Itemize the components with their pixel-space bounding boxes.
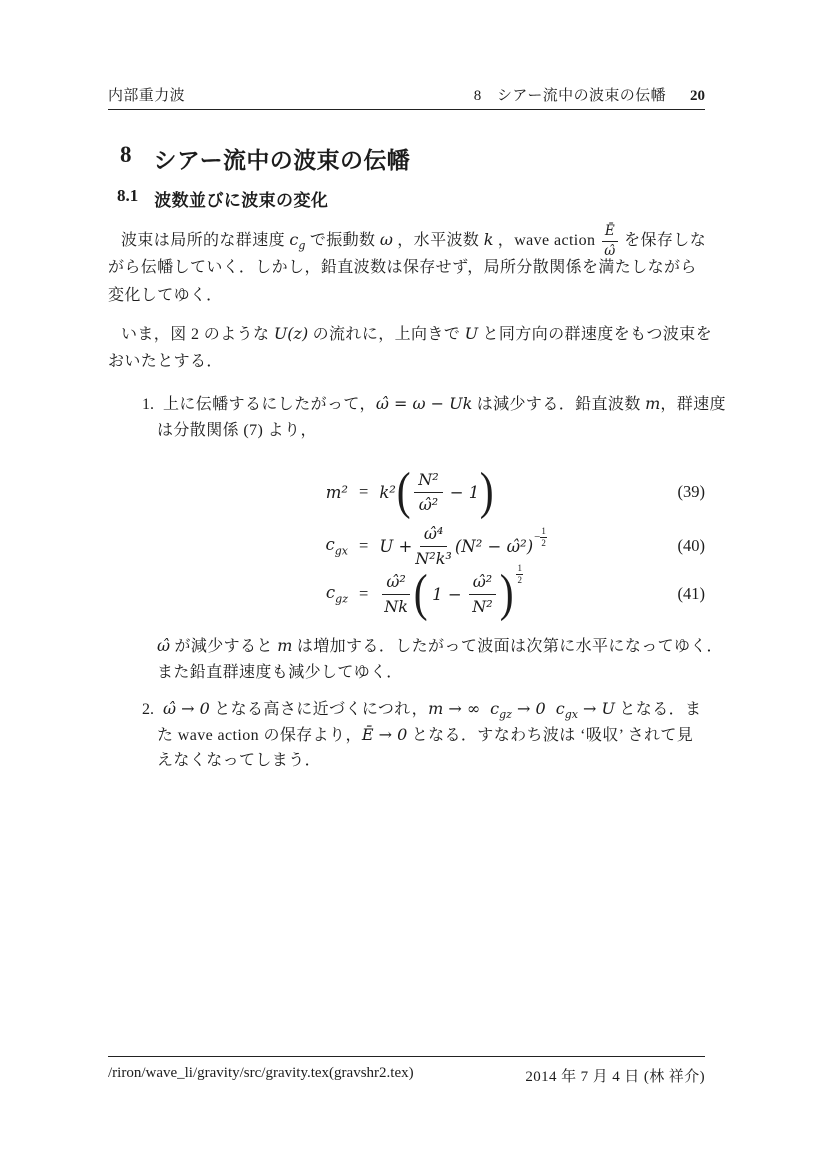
equation-40-number: (40) [677,536,705,555]
list-item-2 [108,696,701,774]
text-run: を保存しな [619,232,707,249]
eq40-group: (N² − ω̂²) [454,536,534,556]
eq40-u-plus: U + [379,536,413,556]
text-run: ，水平波数 [392,232,484,249]
header-doc-title: 内部重力波 [108,88,186,104]
eq39-tail: − 1 [449,482,480,502]
math-m: m [277,636,293,655]
paragraph-1 [108,222,707,310]
eq41-prefraction [382,572,409,617]
eq39-coefficient: k² [379,482,396,502]
list-item-1-line-2: は分散関係 (7) より， [157,422,317,439]
right-paren: ) [499,564,514,622]
text-run: は減少する．鉛直波数 [472,396,646,413]
right-paren: ) [479,462,494,520]
math-cg: c [289,230,299,249]
exp-den: 2 [517,574,522,585]
math-cgx: c [555,699,565,718]
math-uz: U(z) [273,324,309,343]
page-footer [108,1056,705,1086]
text-run: ，wave action [493,232,600,249]
footer-file-path: /riron/wave_li/gravity/src/gravity.tex(gravshr2.tex) [108,1065,414,1081]
eq40-lhs-sub: gx [334,544,348,558]
math-cgz: c [490,699,500,718]
section-heading [120,142,410,175]
fraction-denominator: N²k³ [415,548,452,568]
note-after-equations [157,632,723,686]
math-m: m [645,394,661,413]
list-item-2-line-3: えなくなってしまう． [157,752,322,769]
equation-41-number: (41) [677,584,705,603]
fraction-numerator: ω̂² [382,572,409,595]
eq40-lhs-base: c [325,534,335,554]
exp-num: 1 [517,563,522,574]
math-m-to-inf: m → ∞ [428,699,481,718]
fraction-denominator: ω̂² [418,494,439,514]
math-omega: ω [379,230,393,249]
paragraph-2-line-1 [108,320,712,348]
subsection-number: 8.1 [117,186,139,205]
text-run: となる．ま [615,701,702,718]
eq41-lhs [306,583,348,605]
subsection-heading [117,186,328,211]
exponent-half-fraction [540,526,547,548]
left-paren: ( [396,462,411,520]
math-omega-hat-relation: ω̂ = ω − Uk [375,394,473,413]
footer-date-author: 2014 年 7 月 4 日 (林 祥介) [525,1069,705,1085]
eq39-fraction [414,470,442,515]
eq41-exponent [516,563,523,585]
eq40-equals: = [359,536,369,555]
equation-41 [306,562,705,626]
exp-num: 1 [541,526,546,537]
math-to-zero: → 0 [511,699,546,718]
eq39-lhs: m² [325,482,348,502]
list-item-1-line-1 [108,390,726,417]
paragraph-1-line-3: 変化してゆく． [108,287,223,304]
text-run: 波束は局所的な群速度 [121,232,290,249]
math-omega-hat: ω̂ [157,636,171,655]
eq41-equals: = [359,584,369,603]
eq41-inner-fraction [469,572,496,617]
text-run: となる高さに近づくにつれ， [209,701,429,718]
fraction-numerator: Ē [602,223,618,242]
fraction-denominator: N² [472,596,493,616]
page-number: 20 [690,88,705,104]
text-run: た wave action の保存より， [157,727,362,744]
list-item-1 [108,390,726,444]
note-line-1 [157,632,723,659]
text-run: となる．すなわち波は ‘吸収’ されて見 [407,727,694,744]
list-item-2-line-2 [108,722,701,748]
header-section-ref: 8 シアー流中の波束の伝幡 [473,88,666,104]
math-omega-to-zero: ω̂ → 0 [163,699,210,718]
page-header [108,84,705,110]
text-run: の流れに，上向きで [308,326,465,343]
fraction-numerator: ω̂⁴ [420,524,447,547]
math-k: k [483,230,494,249]
math-cg-sub: g [298,239,306,253]
exponent-half-fraction [516,563,523,585]
text-run: が減少すると [170,638,278,655]
text-run: いま，図 2 のような [121,326,274,343]
paragraph-1-line-2: がら伝幡していく．しかし，鉛直波数は保存せず，局所分散関係を満たしながら [108,259,697,276]
math-ebar-to-zero: Ē → 0 [361,725,408,744]
list-item-2-label: 2. [142,701,154,718]
paragraph-2-line-2: おいたとする． [108,353,223,370]
eq41-lhs-sub: gz [335,592,348,606]
text-run: ，群速度 [660,396,726,413]
exp-den: 2 [541,537,546,548]
paragraph-1-line-1 [108,222,707,259]
text-run: と同方向の群速度をもつ波束を [478,326,713,343]
math-u: U [464,324,479,343]
list-item-2-line-1 [108,696,701,722]
equation-39-number: (39) [677,482,705,501]
math-cgz-sub: gz [499,708,512,722]
header-right [474,84,705,105]
section-title: シアー流中の波束の伝幡 [153,147,411,173]
text-run: は増加する．したがって波面は次第に水平になってゆく． [292,638,723,655]
fraction-numerator: N² [414,470,442,493]
text-run: で振動数 [305,232,380,249]
equation-39 [306,462,705,522]
math-cgx-sub: gx [564,708,578,722]
eq40-exponent [534,526,547,548]
exponent-sign: − [534,531,541,543]
fraction-denominator: Nk [384,596,408,616]
fraction-numerator: ω̂² [469,572,496,595]
list-item-1-label: 1. [142,396,154,413]
eq40-lhs [306,535,348,557]
fraction-denominator: ω̂ [604,242,616,259]
subsection-title: 波数並びに波束の変化 [154,191,329,210]
left-paren: ( [413,564,428,622]
eq41-lhs-base: c [325,582,336,602]
eq41-one-minus: 1 − [432,584,462,604]
math-to-u: → U [577,699,615,718]
section-number: 8 [120,142,132,167]
paragraph-2 [108,320,712,376]
eq39-equals: = [359,482,369,501]
text-run: 上に伝幡するにしたがって， [163,396,376,413]
note-line-2: また鉛直群速度も減少してゆく． [157,664,403,681]
